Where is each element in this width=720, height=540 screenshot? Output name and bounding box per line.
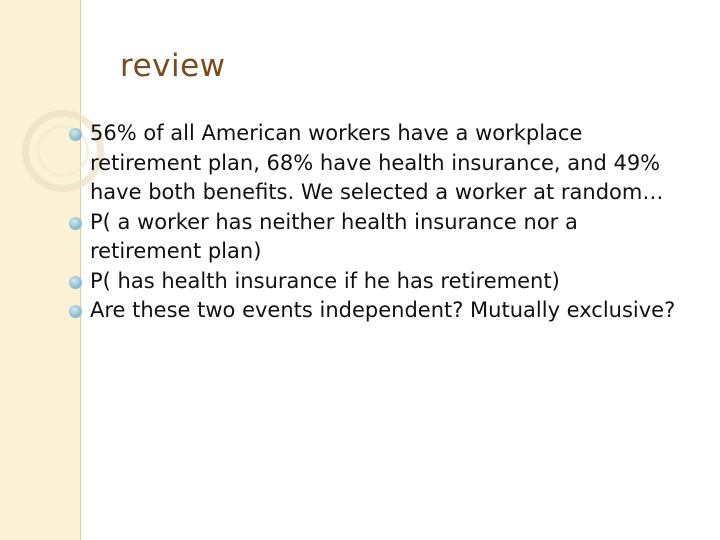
bullet-text: 56% of all American workers have a workplace retirement plan, 68% have health insurance, and 49% have both benefits. We selected a worker at random… [90, 121, 664, 204]
bullet-item [68, 119, 688, 208]
bullet-text: P( a worker has neither health insurance nor a retirement plan) [90, 209, 578, 263]
bullet-dot-icon [69, 305, 82, 318]
bullet-text: P( has health insurance if he has retirement) [90, 268, 560, 293]
bullet-dot-icon [69, 217, 82, 230]
bullet-item [68, 296, 688, 326]
bullet-dot-icon [69, 276, 82, 289]
slide-title: review [120, 48, 226, 84]
bullet-list [68, 119, 688, 326]
bullet-text: Are these two events independent? Mutually exclusive? [90, 298, 676, 322]
bullet-item [68, 208, 688, 267]
bullet-dot-icon [69, 128, 82, 141]
bullet-item [68, 267, 688, 297]
